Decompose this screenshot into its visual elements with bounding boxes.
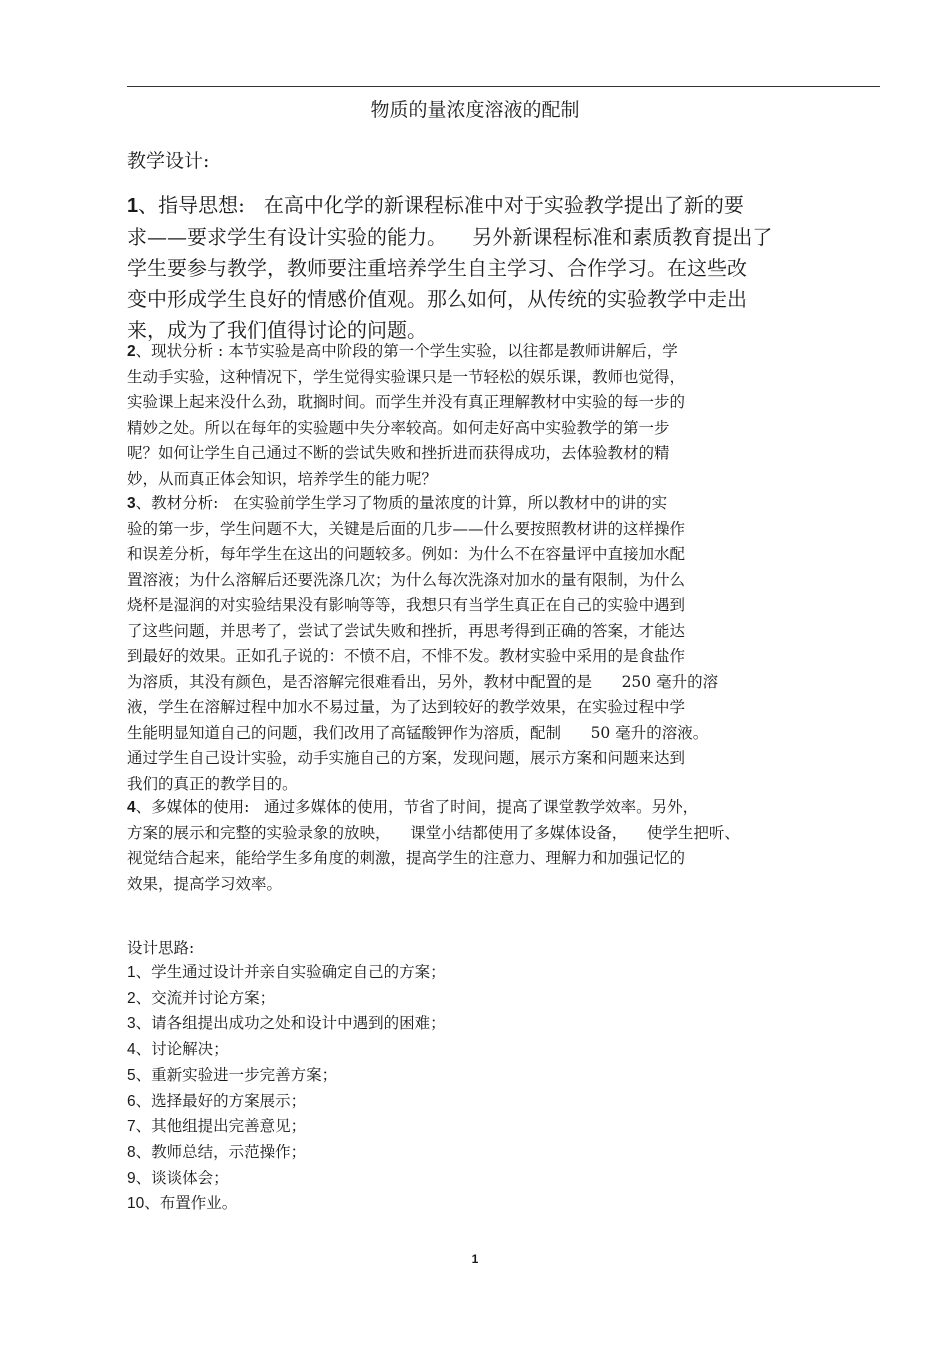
paragraph-line: 我们的真正的教学目的。 bbox=[127, 774, 298, 793]
paragraph-textbook-analysis bbox=[127, 491, 718, 797]
list-item: 3、请各组提出成功之处和设计中遇到的困难； bbox=[127, 1014, 446, 1033]
paragraph-line: 为溶质，其没有颜色，是否溶解完很难看出，另外，教材中配置的是 250 毫升的溶 bbox=[127, 672, 719, 691]
paragraph-line: 求——要求学生有设计实验的能力。 另外新课程标准和素质教育提出了 bbox=[127, 225, 773, 249]
paragraph-line: 妙，从而真正体会知识，培养学生的能力呢？ bbox=[127, 469, 438, 488]
list-item: 9、谈谈体会； bbox=[127, 1168, 229, 1187]
page-number: 1 bbox=[471, 1252, 479, 1266]
paragraph-line: 实验课上起来没什么劲，耽搁时间。而学生并没有真正理解教材中实验的每一步的 bbox=[127, 393, 686, 411]
header-rule bbox=[127, 86, 880, 87]
paragraph-line: 和误差分析，每年学生在这出的问题较多。例如：为什么不在容量评中直接加水配 bbox=[127, 545, 686, 563]
list-item: 2、交流并讨论方案； bbox=[127, 988, 276, 1007]
paragraph-line: 效果，提高学习效率。 bbox=[127, 874, 283, 893]
paragraph-line: 生动手实验，这种情况下，学生觉得实验课只是一节轻松的娱乐课，教师也觉得， bbox=[127, 367, 686, 386]
paragraph-number: 3 bbox=[127, 495, 136, 512]
paragraph-line: 3、教材分析: 在实验前学生学习了物质的量浓度的计算，所以教材中的讲的实 bbox=[127, 494, 668, 512]
paragraph-line: 呢？如何让学生自己通过不断的尝试失败和挫折进而获得成功，去体验教材的精 bbox=[127, 444, 670, 462]
list-item: 6、选择最好的方案展示； bbox=[127, 1091, 307, 1110]
paragraph-line: 生能明显知道自己的问题，我们改用了高锰酸钾作为溶质，配制 50 毫升的溶液。 bbox=[127, 723, 709, 742]
paragraph-line: 到最好的效果。正如孔子说的：不愤不启，不悱不发。教材实验中采用的是食盐作 bbox=[127, 647, 686, 665]
paragraph-line: 视觉结合起来，能给学生多角度的刺激，提高学生的注意力、理解力和加强记忆的 bbox=[127, 849, 686, 867]
list-item: 1、学生通过设计并亲自实验确定自己的方案； bbox=[127, 963, 446, 981]
paragraph-multimedia-use bbox=[127, 795, 740, 897]
paragraph-number: 4 bbox=[127, 799, 136, 816]
paragraph-status-analysis bbox=[127, 339, 685, 492]
paragraph-line: 精妙之处。所以在每年的实验题中失分率较高。如何走好高中实验教学的第一步 bbox=[127, 418, 670, 437]
paragraph-line: 液，学生在溶解过程中加水不易过量，为了达到较好的教学效果，在实验过程中学 bbox=[127, 698, 686, 716]
design-ideas-list bbox=[127, 960, 446, 1217]
paragraph-guiding-ideology bbox=[127, 190, 772, 346]
section-heading: 教学设计: bbox=[127, 150, 210, 172]
list-item: 10、布置作业。 bbox=[127, 1194, 238, 1213]
document-title: 物质的量浓度溶液的配制 bbox=[370, 99, 580, 121]
paragraph-line: 通过学生自己设计实验，动手实施自己的方案，发现问题，展示方案和问题来达到 bbox=[127, 749, 686, 767]
paragraph-line: 1、指导思想: 在高中化学的新课程标准中对于实验教学提出了新的要 bbox=[127, 193, 744, 217]
paragraph-number: 1 bbox=[127, 195, 139, 217]
list-item: 4、讨论解决； bbox=[127, 1040, 229, 1059]
paragraph-number: 2 bbox=[127, 343, 136, 360]
paragraph-line: 烧杯是湿润的对实验结果没有影响等等，我想只有当学生真正在自己的实验中遇到 bbox=[127, 596, 686, 614]
paragraph-line: 来，成为了我们值得讨论的问题。 bbox=[127, 318, 427, 342]
paragraph-line: 了这些问题，并思考了，尝试了尝试失败和挫折，再思考得到正确的答案，才能达 bbox=[127, 621, 686, 640]
design-ideas-title: 设计思路: bbox=[127, 939, 195, 957]
list-item: 5、重新实验进一步完善方案； bbox=[127, 1065, 338, 1084]
list-item: 8、教师总结，示范操作； bbox=[127, 1142, 307, 1161]
paragraph-line: 验的第一步，学生问题不大，关键是后面的几步——什么要按照教材讲的这样操作 bbox=[127, 519, 686, 538]
paragraph-line: 变中形成学生良好的情感价值观。那么如何，从传统的实验教学中走出 bbox=[127, 287, 747, 311]
paragraph-line: 4、多媒体的使用: 通过多媒体的使用，节省了时间，提高了课堂教学效率。另外， bbox=[127, 798, 699, 816]
paragraph-line: 置溶液；为什么溶解后还要洗涤几次；为什么每次洗涤对加水的量有限制，为什么 bbox=[127, 570, 686, 589]
list-item: 7、其他组提出完善意见； bbox=[127, 1117, 307, 1136]
paragraph-line: 2、现状分析 : 本节实验是高中阶段的第一个学生实验，以往都是教师讲解后，学 bbox=[127, 342, 678, 360]
paragraph-line: 学生要参与教学，教师要注重培养学生自主学习、合作学习。在这些改 bbox=[127, 256, 747, 280]
paragraph-line: 方案的展示和完整的实验录象的放映， 课堂小结都使用了多媒体设备， 使学生把听、 bbox=[127, 823, 740, 842]
